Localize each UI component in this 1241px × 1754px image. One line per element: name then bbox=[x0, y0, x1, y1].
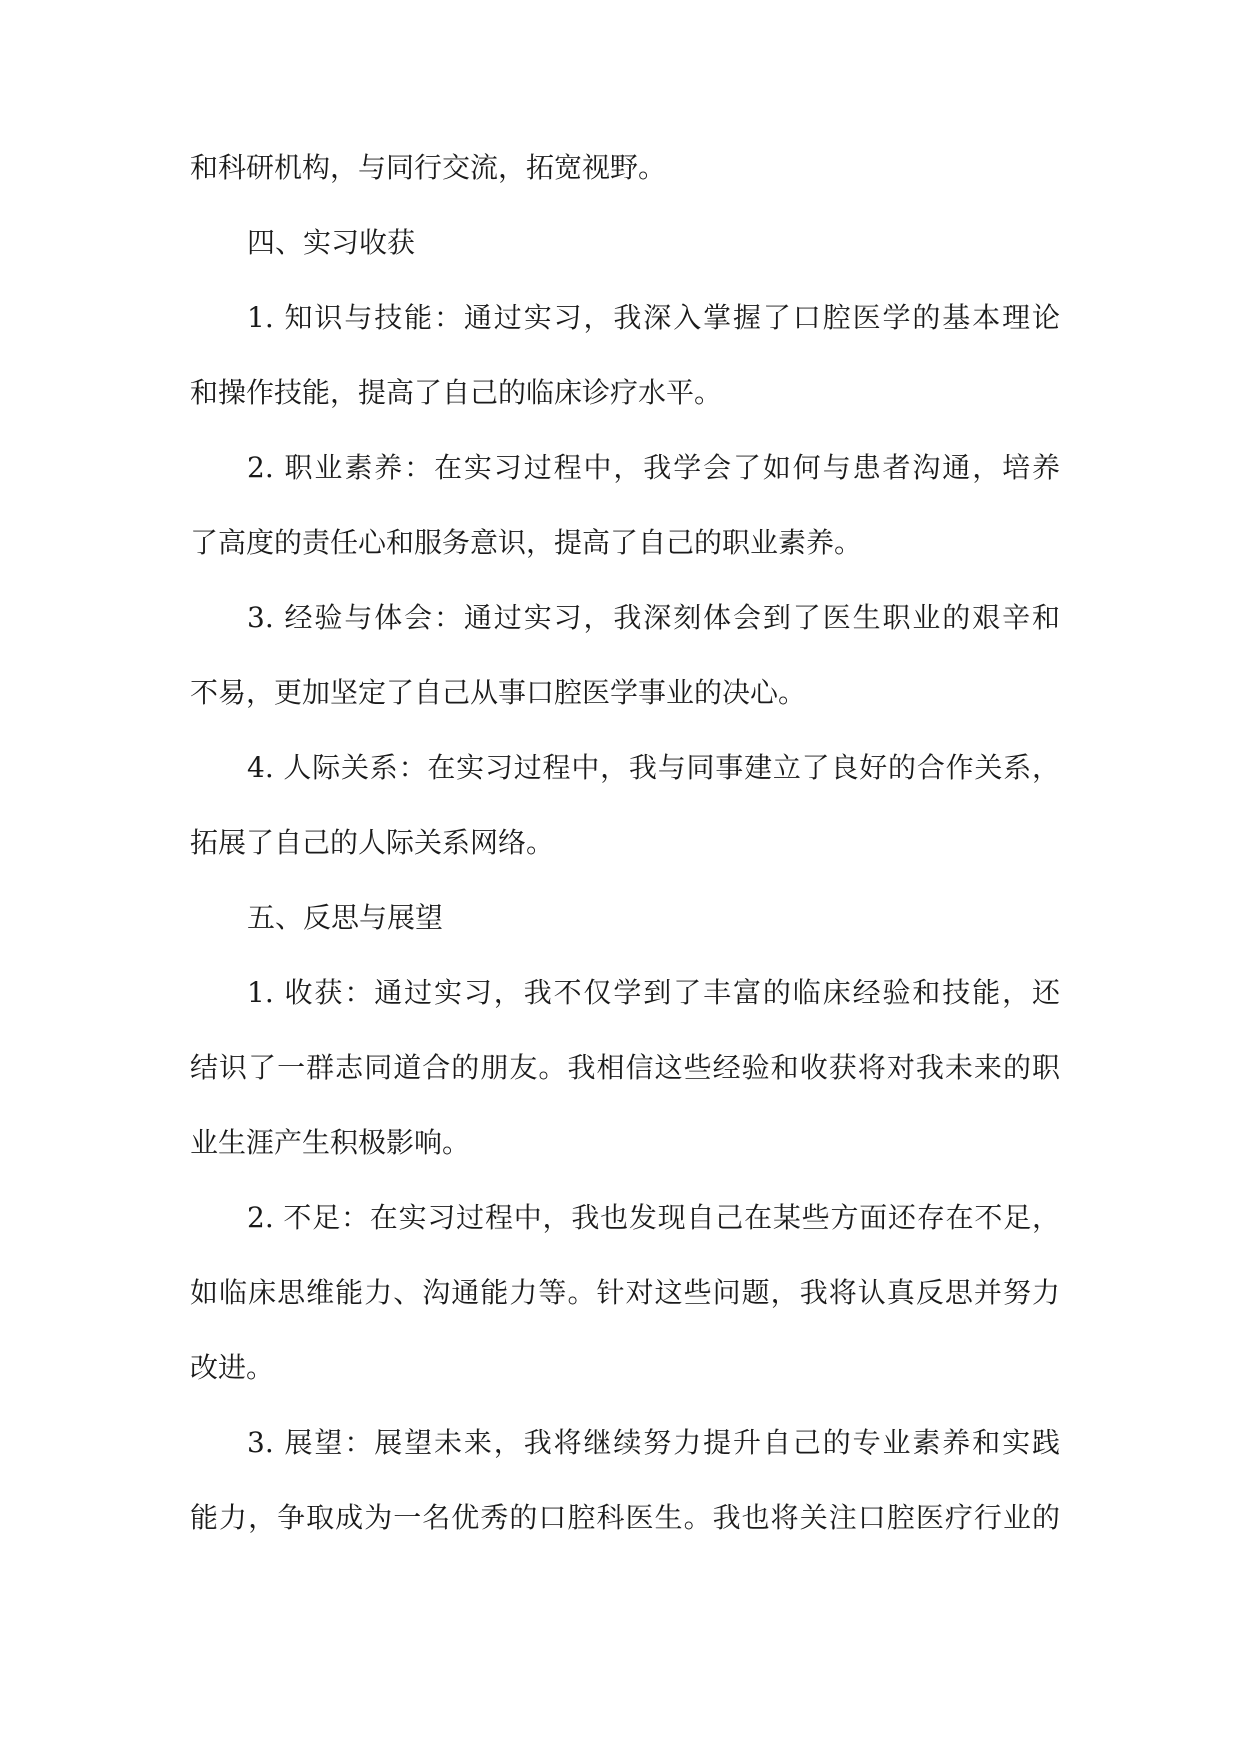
paragraph-line: 如临床思维能力、沟通能力等。针对这些问题，我将认真反思并努力 bbox=[190, 1276, 1060, 1309]
paragraph-line: 了高度的责任心和服务意识，提高了自己的职业素养。 bbox=[190, 526, 863, 559]
paragraph-line: 能力，争取成为一名优秀的口腔科医生。我也将关注口腔医疗行业的 bbox=[190, 1501, 1060, 1534]
paragraph-line: 2. 职业素养：在实习过程中，我学会了如何与患者沟通，培养 bbox=[247, 451, 1060, 484]
paragraph-line: 1. 收获：通过实习，我不仅学到了丰富的临床经验和技能，还 bbox=[247, 976, 1060, 1009]
section-heading-reflection-outlook: 五、反思与展望 bbox=[247, 901, 444, 934]
paragraph-line: 和科研机构，与同行交流，拓宽视野。 bbox=[190, 151, 667, 184]
section-heading-internship-gains: 四、实习收获 bbox=[247, 226, 416, 259]
paragraph-line: 1. 知识与技能：通过实习，我深入掌握了口腔医学的基本理论 bbox=[247, 301, 1060, 334]
paragraph-line: 不易，更加坚定了自己从事口腔医学事业的决心。 bbox=[190, 676, 807, 709]
paragraph-line: 拓展了自己的人际关系网络。 bbox=[190, 826, 555, 859]
paragraph-line: 结识了一群志同道合的朋友。我相信这些经验和收获将对我未来的职 bbox=[190, 1051, 1060, 1084]
paragraph-line: 改进。 bbox=[190, 1351, 275, 1384]
paragraph-line: 2. 不足：在实习过程中，我也发现自己在某些方面还存在不足， bbox=[247, 1201, 1060, 1234]
paragraph-line: 和操作技能，提高了自己的临床诊疗水平。 bbox=[190, 376, 723, 409]
paragraph-line: 3. 展望：展望未来，我将继续努力提升自己的专业素养和实践 bbox=[247, 1426, 1060, 1459]
paragraph-line: 业生涯产生积极影响。 bbox=[190, 1126, 471, 1159]
paragraph-line: 4. 人际关系：在实习过程中，我与同事建立了良好的合作关系， bbox=[247, 751, 1060, 784]
paragraph-line: 3. 经验与体会：通过实习，我深刻体会到了医生职业的艰辛和 bbox=[247, 601, 1060, 634]
